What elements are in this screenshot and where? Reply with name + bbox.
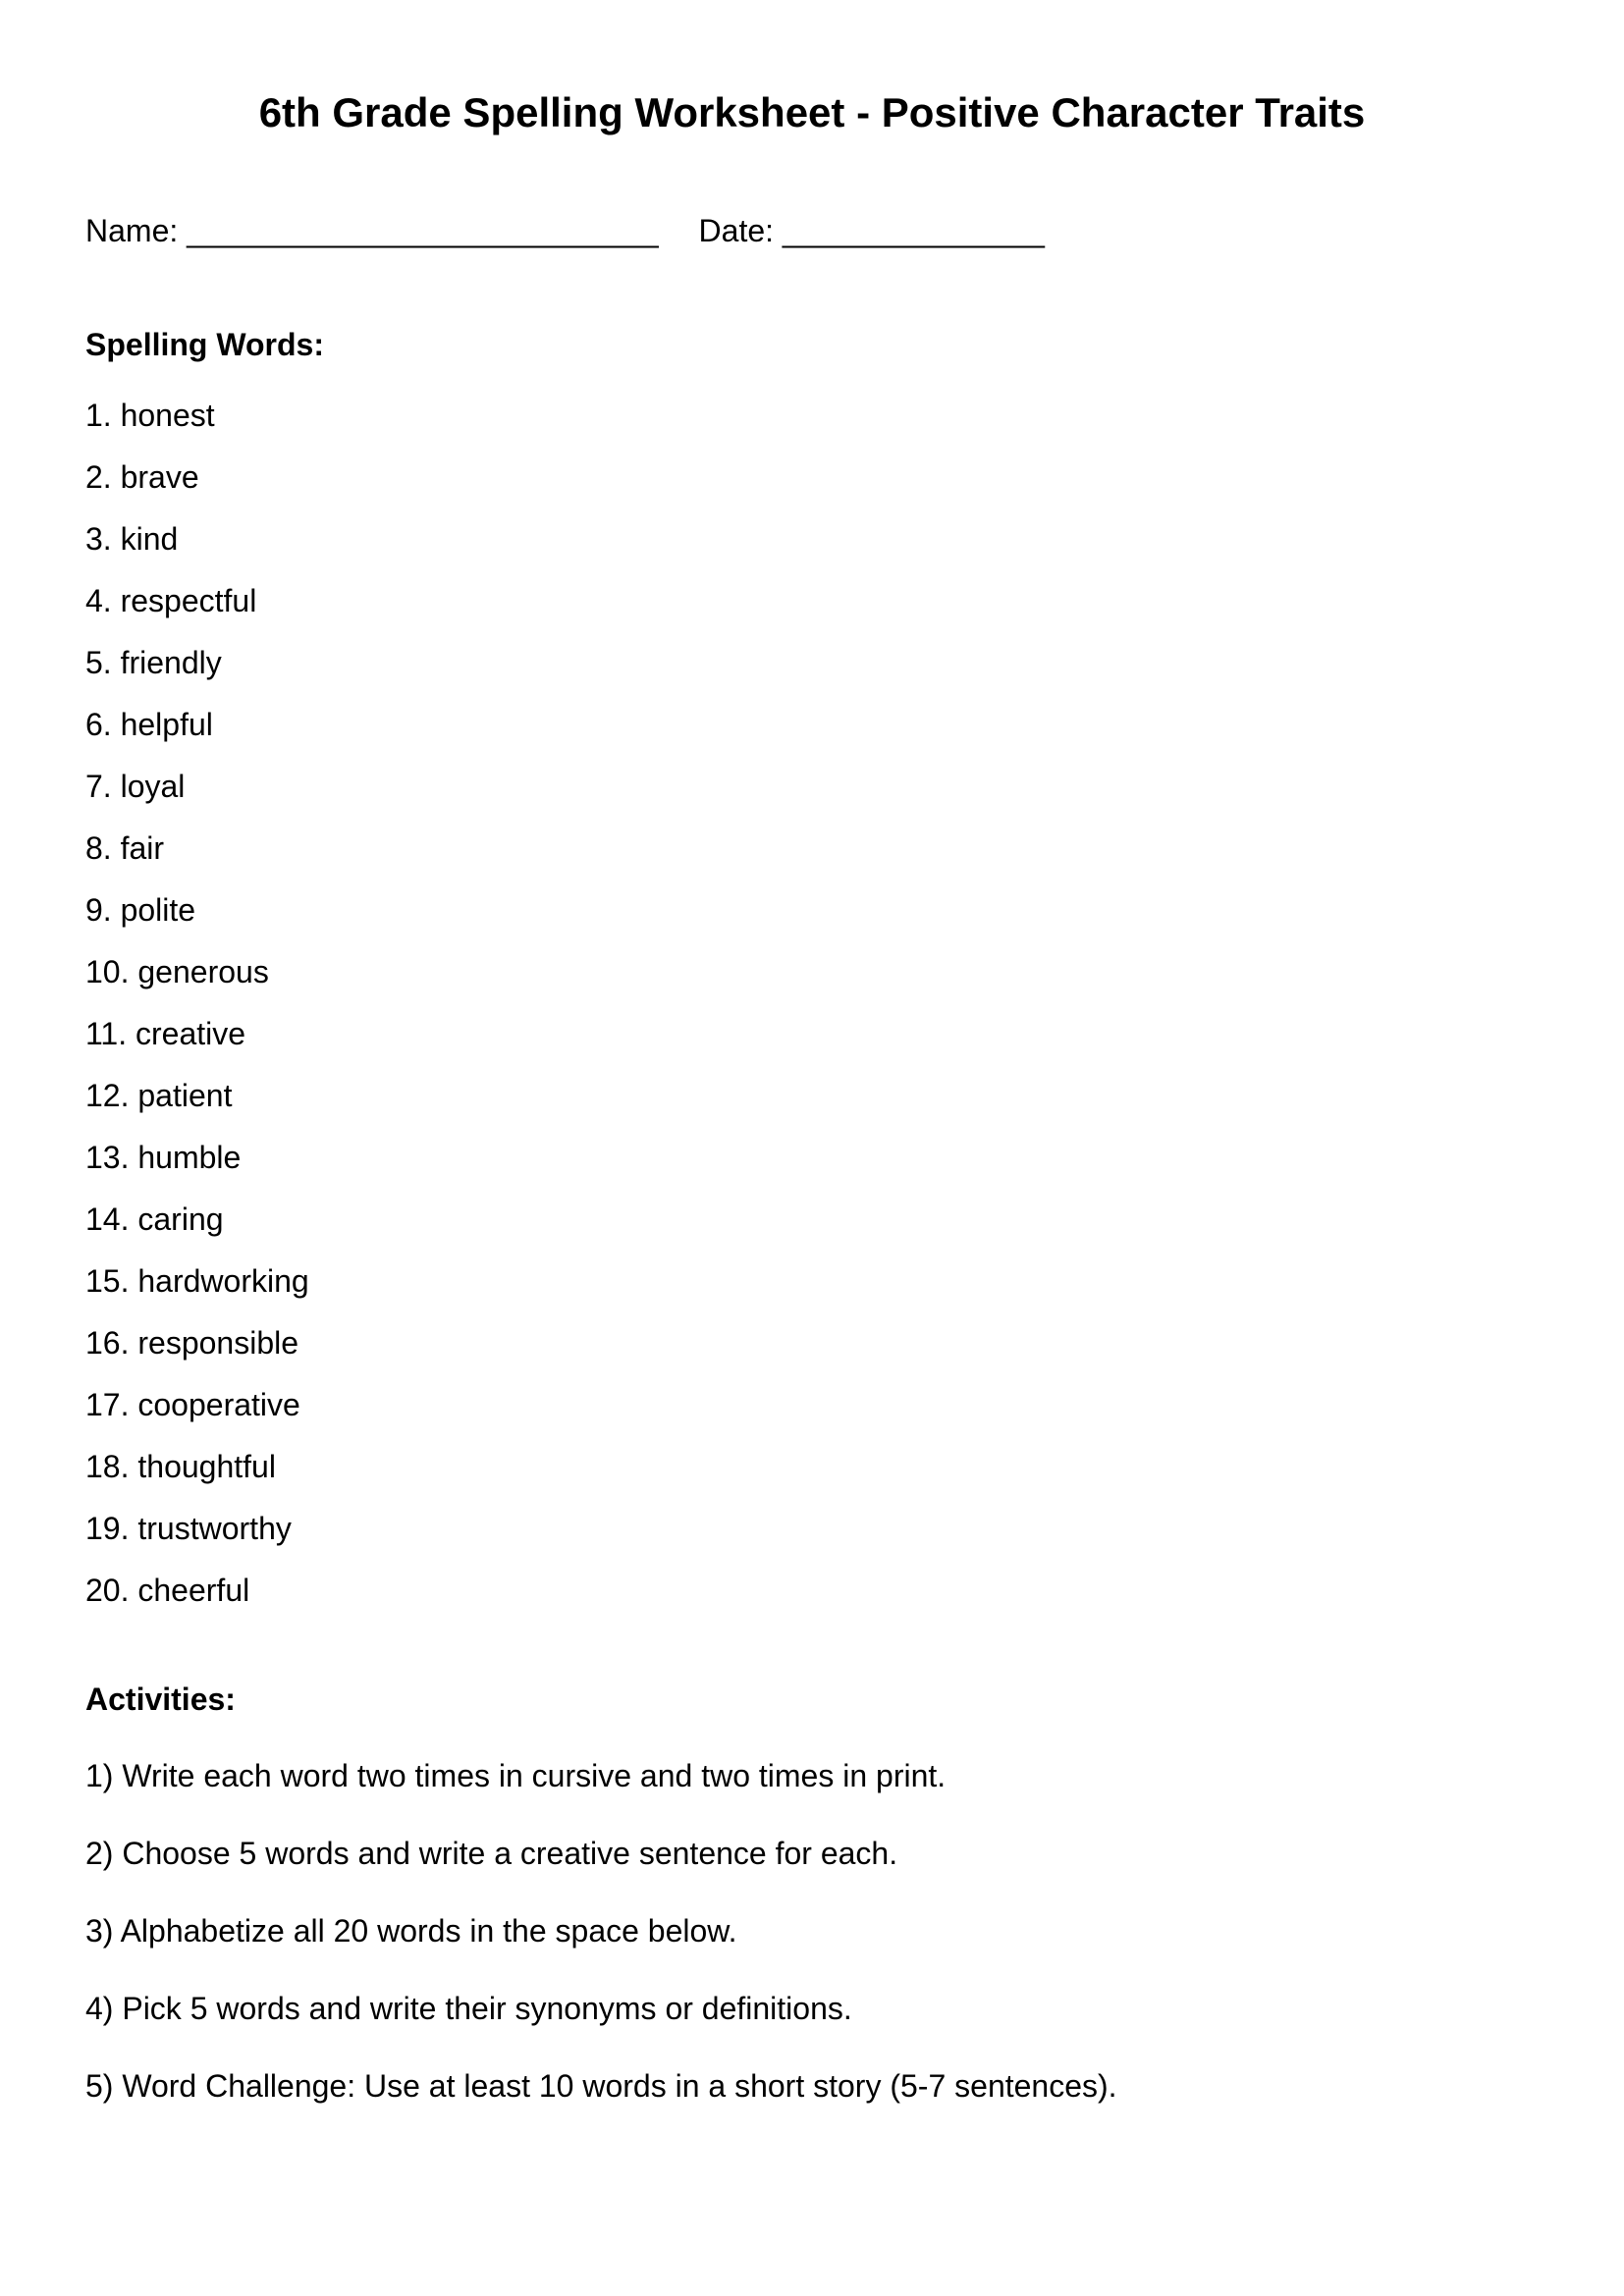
name-blank: ___________________________ <box>187 213 659 248</box>
page-title: 6th Grade Spelling Worksheet - Positive Character Traits <box>258 89 1366 135</box>
date-blank: _______________ <box>782 213 1045 248</box>
spelling-word: 10. generous <box>85 954 269 989</box>
spelling-word: 7. loyal <box>85 769 186 804</box>
spelling-word: 15. hardworking <box>85 1263 309 1299</box>
spelling-word: 1. honest <box>85 398 215 433</box>
spelling-word: 17. cooperative <box>85 1387 300 1422</box>
activities-list <box>85 1737 1117 2125</box>
spelling-words-heading: Spelling Words: <box>85 327 324 362</box>
name-label: Name: <box>85 213 179 248</box>
activity-item: 1) Write each word two times in cursive and two times in print. <box>85 1758 947 1793</box>
activity-item: 5) Word Challenge: Use at least 10 words in a short story (5-7 sentences). <box>85 2068 1117 2104</box>
spelling-word: 14. caring <box>85 1201 224 1237</box>
spelling-word: 16. responsible <box>85 1325 299 1361</box>
spelling-word: 5. friendly <box>85 645 222 680</box>
spelling-word-list <box>85 385 309 1622</box>
spelling-word: 3. kind <box>85 521 179 557</box>
activity-item: 3) Alphabetize all 20 words in the space below. <box>85 1913 737 1949</box>
name-date-line <box>85 211 1045 250</box>
spelling-word: 6. helpful <box>85 707 213 742</box>
activities-heading: Activities: <box>85 1682 236 1717</box>
activity-item: 4) Pick 5 words and write their synonyms or definitions. <box>85 1991 852 2026</box>
date-label: Date: <box>698 213 775 248</box>
spelling-word: 2. brave <box>85 459 199 495</box>
spelling-word: 20. cheerful <box>85 1573 250 1608</box>
spelling-word: 13. humble <box>85 1140 242 1175</box>
spelling-word: 8. fair <box>85 830 165 866</box>
spelling-word: 12. patient <box>85 1078 233 1113</box>
spelling-word: 18. thoughtful <box>85 1449 276 1484</box>
spelling-word: 19. trustworthy <box>85 1511 292 1546</box>
activity-item: 2) Choose 5 words and write a creative sentence for each. <box>85 1836 898 1871</box>
spelling-word: 11. creative <box>85 1016 246 1051</box>
spelling-word: 4. respectful <box>85 583 257 618</box>
spelling-word: 9. polite <box>85 892 196 928</box>
